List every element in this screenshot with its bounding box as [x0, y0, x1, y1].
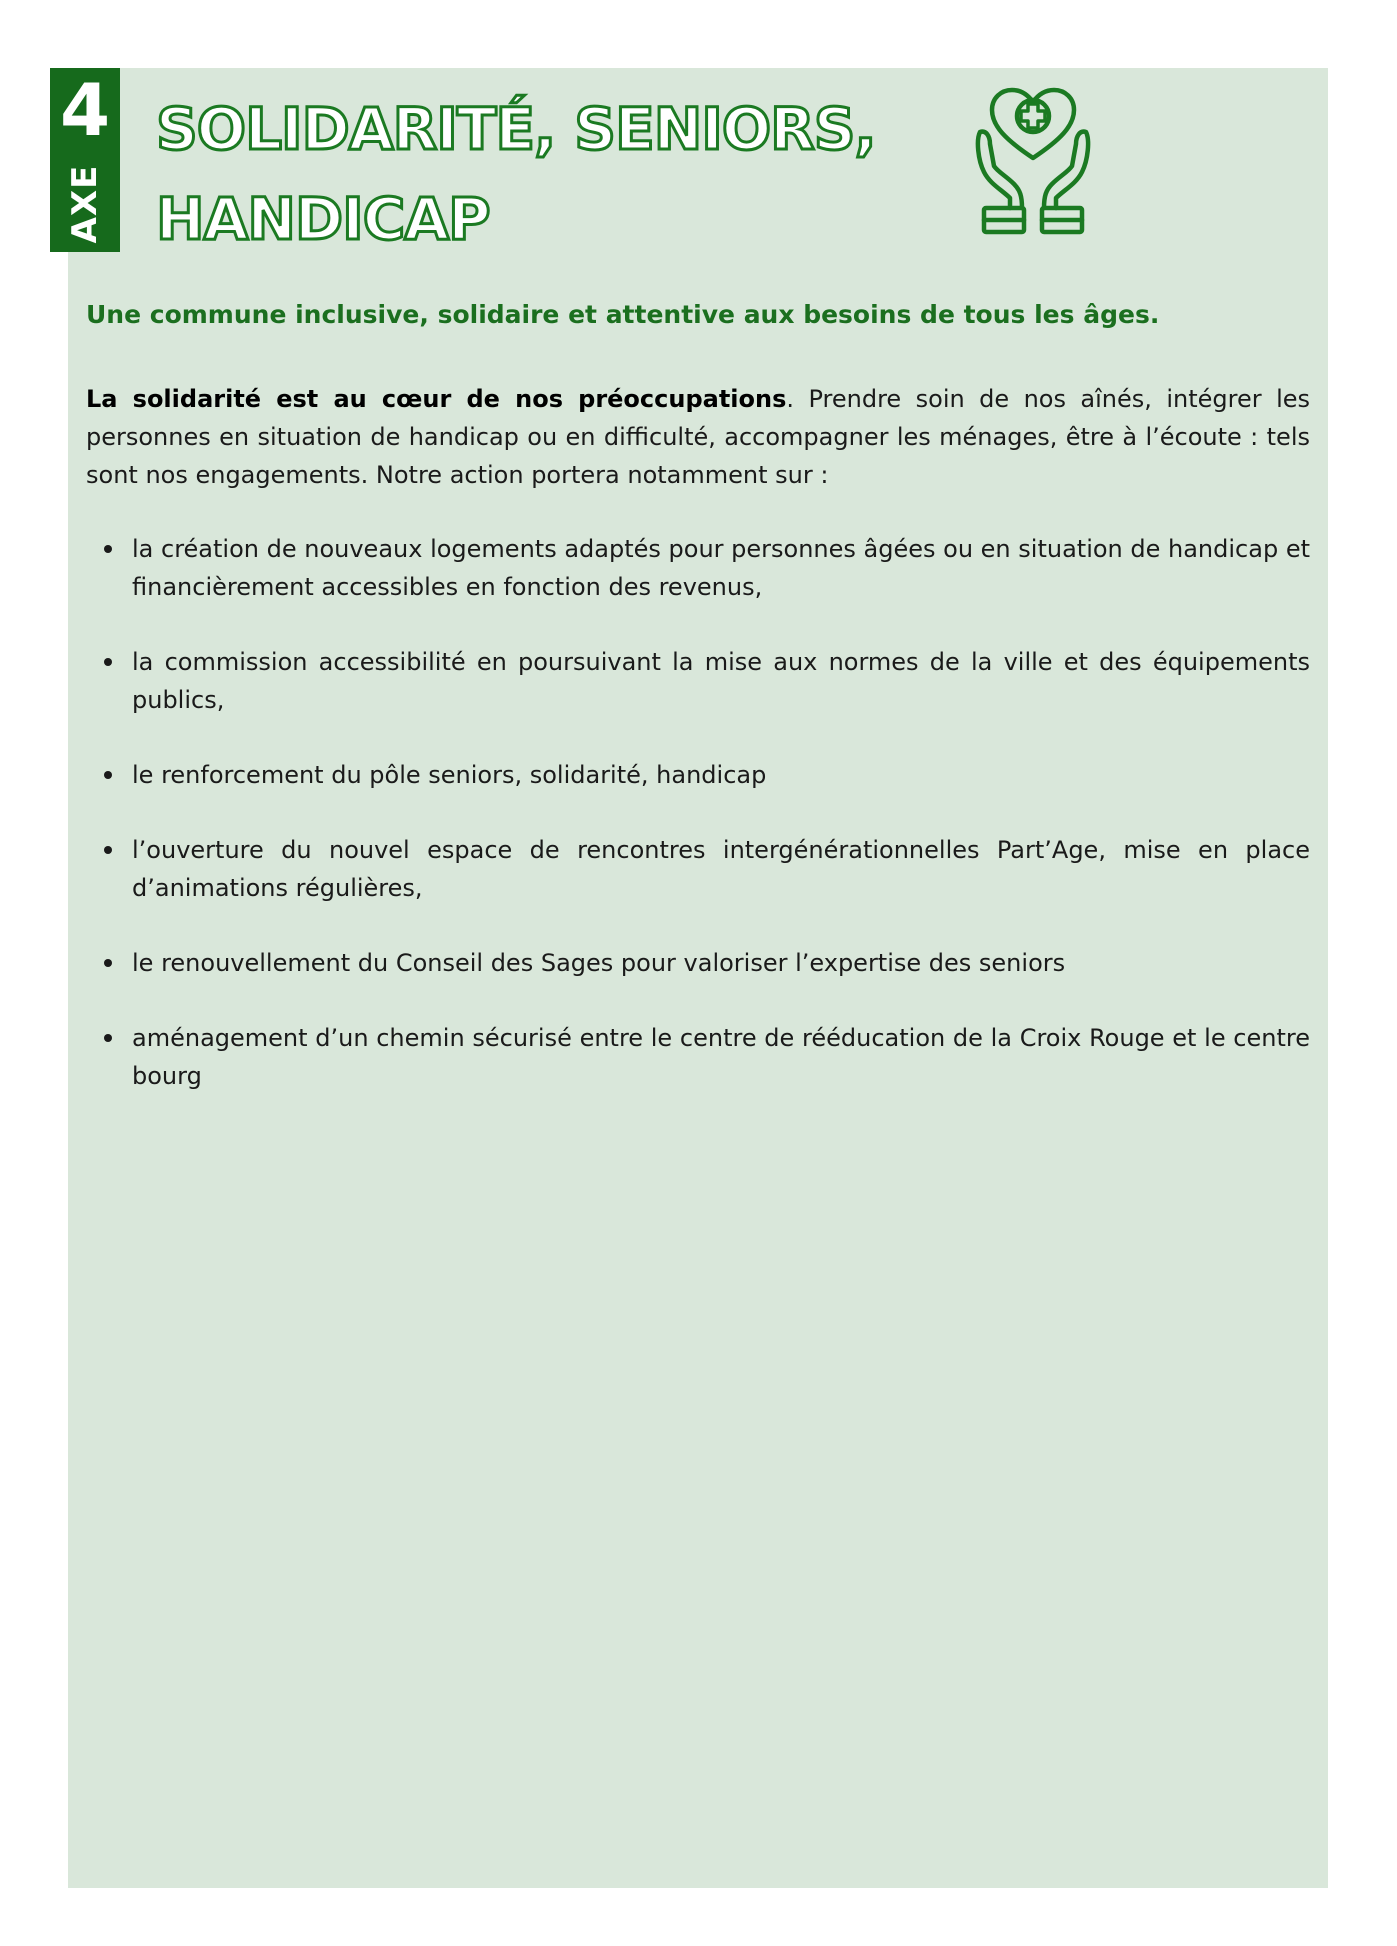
axe-number: 4: [59, 68, 111, 152]
intro-text: . Prendre soin de nos aînés, intégrer les personnes en situation de handicap ou en difficulté, accompagner les ménages, être à l’écoute : tels sont nos engagements. Notre action portera notamment sur :: [86, 385, 1311, 489]
cross-symbol: [1021, 104, 1045, 128]
list-item: [86, 530, 1310, 606]
bullet-dot: [104, 771, 112, 779]
bullet-dot: [104, 545, 112, 553]
list-item-text: la création de nouveaux logements adaptés pour personnes âgées ou en situation de handicap et financièrement accessibles en fonction des revenus,: [132, 535, 1310, 601]
list-item-text: le renouvellement du Conseil des Sages pour valoriser l’expertise des seniors: [132, 949, 1066, 977]
list-item-text: l’ouverture du nouvel espace de rencontres intergénérationnelles Part’Age, mise en place d’animations régulières,: [132, 836, 1310, 902]
axe-badge: [50, 68, 120, 252]
title-line-1: SOLIDARITÉ, SENIORS,: [156, 95, 876, 163]
title-line-2: HANDICAP: [156, 185, 490, 253]
list-item: [86, 756, 1310, 794]
list-item-text: le renforcement du pôle seniors, solidarité, handicap: [132, 761, 767, 789]
axe-label: AXE: [65, 164, 105, 244]
list-item: [86, 643, 1310, 719]
list-item-text: la commission accessibilité en poursuivant la mise aux normes de la ville et des équipements publics,: [132, 648, 1310, 714]
intro-bold: La solidarité est au cœur de nos préoccupations: [86, 385, 787, 413]
list-item: [86, 1019, 1310, 1095]
intro-paragraph: [86, 380, 1310, 494]
commitments-list: [86, 530, 1310, 1132]
list-item-text: aménagement d’un chemin sécurisé entre le centre de rééducation de la Croix Rouge et le centre bourg: [132, 1024, 1310, 1090]
axe-label-wrap: [50, 160, 120, 252]
list-item: [86, 831, 1310, 907]
bullet-dot: [104, 1034, 112, 1042]
subtitle: Une commune inclusive, solidaire et attentive aux besoins de tous les âges.: [86, 300, 1160, 329]
bullet-dot: [104, 658, 112, 666]
list-item: [86, 944, 1310, 982]
bullet-dot: [104, 959, 112, 967]
page-title: [156, 84, 956, 264]
heart-hands-care-icon: [966, 80, 1100, 240]
bullet-dot: [104, 846, 112, 854]
